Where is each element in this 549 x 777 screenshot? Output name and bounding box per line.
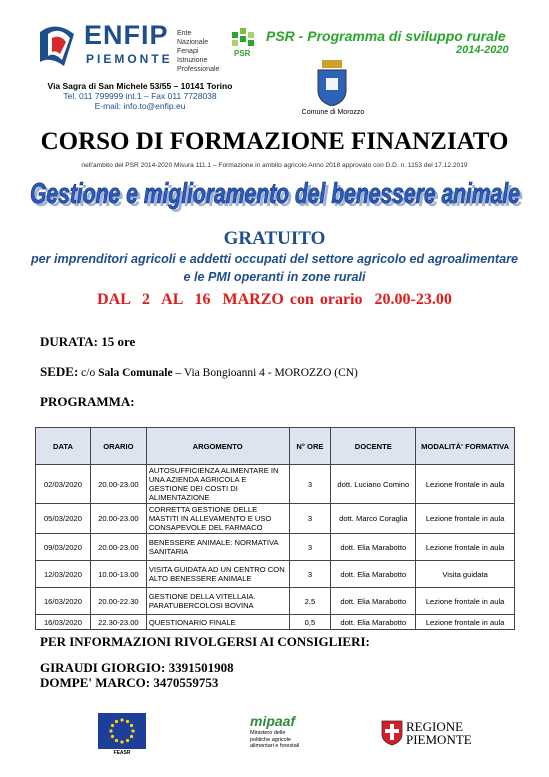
eu-star-icon bbox=[126, 739, 129, 742]
morozzo-crest bbox=[316, 60, 348, 106]
cell-topic: GESTIONE DELLA VITELLAIA. PARATUBERCOLOSI BOVINA bbox=[146, 588, 289, 615]
course-title-wordart bbox=[20, 172, 530, 224]
target-audience-line2: e le PMI operanti in zone rurali bbox=[183, 270, 366, 284]
enfip-address-block bbox=[30, 81, 250, 111]
cell-time: 20.00-23.00 bbox=[90, 465, 146, 504]
cell-hours: 2,5 bbox=[289, 588, 331, 615]
mipaaf-subtitle bbox=[250, 730, 310, 750]
psr-logo bbox=[230, 26, 262, 60]
cell-time: 20.00-23.00 bbox=[90, 504, 146, 534]
psr-years: 2014-2020 bbox=[456, 44, 509, 56]
eu-star-icon bbox=[115, 739, 118, 742]
program-table bbox=[35, 427, 515, 630]
cell-hours: 3 bbox=[289, 504, 331, 534]
col-header-ore: N° ORE bbox=[289, 428, 331, 465]
durata-line bbox=[40, 334, 135, 350]
eu-star-icon bbox=[120, 718, 123, 721]
sede-address: – Via Bongioanni 4 - MOROZZO (CN) bbox=[172, 367, 358, 379]
mipaaf-sub-line: politiche agricole bbox=[250, 736, 291, 743]
course-title-shadow: Gestione e miglioramento del benessere animale bbox=[33, 181, 523, 213]
cell-time: 22.30-23.00 bbox=[90, 615, 146, 630]
table-row bbox=[36, 534, 515, 561]
table-row bbox=[36, 588, 515, 615]
cell-mode: Visita guidata bbox=[416, 561, 515, 588]
svg-text:PSR: PSR bbox=[234, 49, 251, 58]
gratuito-label: GRATUITO bbox=[223, 228, 326, 249]
cell-hours: 3 bbox=[289, 561, 331, 588]
enfip-name: ENFIP bbox=[84, 20, 169, 50]
enfip-address: Via Sagra di San Michele 53/55 – 10141 Torino bbox=[47, 81, 233, 91]
enfip-logo bbox=[34, 22, 78, 70]
enfip-sub-line: Istruzione bbox=[177, 57, 208, 64]
cell-topic: VISITA GUIDATA AD UN CENTRO CON ALTO BENESSERE ANIMALE bbox=[146, 561, 289, 588]
enfip-sub-line: Nazionale bbox=[177, 39, 209, 46]
col-header-argomento: ARGOMENTO bbox=[146, 428, 289, 465]
eu-star-icon bbox=[120, 740, 123, 743]
programma-label: PROGRAMMA: bbox=[40, 394, 135, 409]
contact-dompe: DOMPE' MARCO: 3470559753 bbox=[40, 675, 219, 690]
cell-topic: BENESSERE ANIMALE: NORMATIVA SANITARIA bbox=[146, 534, 289, 561]
course-title-text: Gestione e miglioramento del benessere animale bbox=[30, 178, 520, 210]
mipaaf-sub-line: alimentari e forestali bbox=[250, 743, 300, 750]
cell-teacher: dott. Elia Marabotto bbox=[331, 588, 416, 615]
sede-prefix: c/o bbox=[78, 367, 99, 379]
sede-label: SEDE: bbox=[40, 364, 79, 379]
cell-mode: Lezione frontale in aula bbox=[416, 615, 515, 630]
cell-mode: Lezione frontale in aula bbox=[416, 504, 515, 534]
piemonte-shield bbox=[381, 720, 403, 746]
regione-piemonte-logo bbox=[406, 720, 472, 746]
eu-star-icon bbox=[115, 720, 118, 723]
cell-date: 05/03/2020 bbox=[36, 504, 91, 534]
cell-hours: 0,5 bbox=[289, 615, 331, 630]
cell-date: 16/03/2020 bbox=[36, 588, 91, 615]
cell-time: 10.00-13.00 bbox=[90, 561, 146, 588]
eu-star-icon bbox=[109, 729, 112, 732]
eu-star-icon bbox=[111, 735, 114, 738]
cell-date: 09/03/2020 bbox=[36, 534, 91, 561]
col-header-docente: DOCENTE bbox=[331, 428, 416, 465]
cell-date: 16/03/2020 bbox=[36, 615, 91, 630]
feasr-label: FEASR bbox=[113, 750, 131, 756]
cell-teacher: dott. Luciano Comino bbox=[331, 465, 416, 504]
psr-title-text: - Programma di sviluppo rurale bbox=[294, 28, 506, 44]
col-header-orario: ORARIO bbox=[90, 428, 146, 465]
enfip-region: PIEMONTE bbox=[86, 52, 173, 66]
durata-label: DURATA: bbox=[40, 334, 99, 349]
cell-mode: Lezione frontale in aula bbox=[416, 534, 515, 561]
comune-label: Comune di Morozzo bbox=[301, 109, 365, 116]
regione-line2: PIEMONTE bbox=[406, 732, 472, 747]
psr-label: PSR bbox=[266, 28, 295, 44]
main-title: CORSO DI FORMAZIONE FINANZIATO bbox=[40, 128, 509, 155]
col-header-modalita: MODALITÀ' FORMATIVA bbox=[416, 428, 515, 465]
cell-time: 20.00-22.30 bbox=[90, 588, 146, 615]
enfip-sub-line: Ente bbox=[177, 30, 192, 37]
enfip-description bbox=[177, 29, 237, 74]
enfip-sub-line: Fenapi bbox=[177, 48, 199, 55]
target-audience-line1: per imprenditori agricoli e addetti occupati del settore agricolo ed agroalimentare bbox=[30, 252, 519, 266]
cell-mode: Lezione frontale in aula bbox=[416, 465, 515, 504]
cell-time: 20.00-23.00 bbox=[90, 534, 146, 561]
cell-hours: 3 bbox=[289, 465, 331, 504]
enfip-email[interactable]: E-mail: info.to@enfip.eu bbox=[94, 101, 186, 111]
cell-topic: QUESTIONARIO FINALE bbox=[146, 615, 289, 630]
contact-giraudi: GIRAUDI GIORGIO: 3391501908 bbox=[40, 660, 234, 675]
cell-teacher: dott. Elia Marabotto bbox=[331, 615, 416, 630]
table-header-row bbox=[36, 428, 515, 465]
enfip-sub-line: Professionale bbox=[177, 66, 220, 73]
table-row bbox=[36, 465, 515, 504]
table-row bbox=[36, 504, 515, 534]
mipaaf-sub-line: Ministero delle bbox=[250, 730, 286, 736]
sede-place: Sala Comunale bbox=[98, 367, 173, 379]
table-row bbox=[36, 615, 515, 630]
regione-line1: REGIONE bbox=[406, 719, 464, 734]
cell-teacher: dott. Marco Coraglia bbox=[331, 504, 416, 534]
durata-value: 15 ore bbox=[98, 334, 136, 349]
col-header-data: DATA bbox=[36, 428, 91, 465]
eu-star-icon bbox=[126, 720, 129, 723]
cell-topic: CORRETTA GESTIONE DELLE MASTITI IN ALLEVAMENTO E USO CONSAPEVOLE DEL FARMACO bbox=[146, 504, 289, 534]
psr-title bbox=[266, 28, 506, 44]
enfip-phone: Tel. 011 799999 int.1 – Fax 011 7728038 bbox=[63, 91, 217, 101]
cell-date: 02/03/2020 bbox=[36, 465, 91, 504]
sede-line bbox=[40, 364, 358, 380]
mipaaf-logo: mipaaf bbox=[250, 713, 296, 729]
cell-hours: 3 bbox=[289, 534, 331, 561]
info-heading: PER INFORMAZIONI RIVOLGERSI AI CONSIGLIERI: bbox=[40, 634, 370, 649]
cell-topic: AUTOSUFFICIENZA ALIMENTARE IN UNA AZIENDA AGRICOLA E GESTIONE DEI COSTI DI ALIMENTAZIONE bbox=[146, 465, 289, 504]
eu-star-icon bbox=[130, 735, 133, 738]
cell-teacher: dott. Elia Marabotto bbox=[331, 534, 416, 561]
eu-star-icon bbox=[111, 724, 114, 727]
table-row bbox=[36, 561, 515, 588]
eu-star-icon bbox=[130, 724, 133, 727]
fine-print: nell'ambito del PSR 2014-2020 Misura 111.1 – Formazione in ambito agricolo Anno 2018 approvato con D.D. n. 1153 del 17.12.2019 bbox=[81, 162, 468, 169]
cell-mode: Lezione frontale in aula bbox=[416, 588, 515, 615]
eu-star-icon bbox=[131, 729, 134, 732]
course-dates: DAL 2 AL 16 MARZO con orario 20.00-23.00 bbox=[97, 291, 452, 308]
cell-date: 12/03/2020 bbox=[36, 561, 91, 588]
cell-teacher: dott. Elia Marabotto bbox=[331, 561, 416, 588]
eu-flag bbox=[98, 713, 146, 749]
